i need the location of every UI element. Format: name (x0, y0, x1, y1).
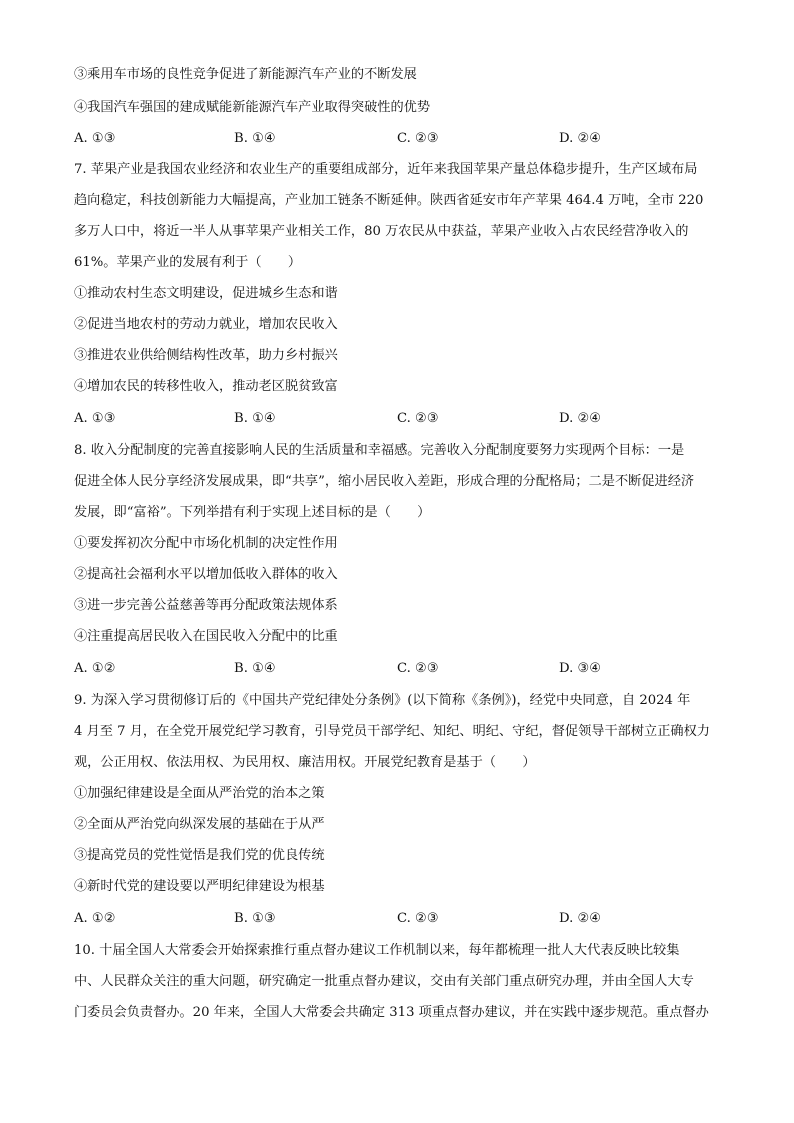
q6-option-d[interactable]: D. ②④ (559, 131, 602, 146)
q8-option-c[interactable]: C. ②③ (397, 661, 439, 676)
q8-options (74, 659, 724, 679)
q9-option-b[interactable]: B. ①③ (234, 911, 276, 926)
q10-stem-line-1: 10. 十届全国人大常委会开始探索推行重点督办建议工作机制以来，每年都梳理一批人大代表反映比较集 (74, 943, 680, 958)
q7-options (74, 409, 724, 429)
q7-statement-3: ③推进农业供给侧结构性改革，助力乡村振兴 (74, 348, 338, 363)
q8-stem-line-3: 发展，即“富裕”。下列举措有利于实现上述目标的是（ ） (74, 505, 431, 520)
q6-statement-4: ④我国汽车强国的建成赋能新能源汽车产业取得突破性的优势 (74, 100, 431, 115)
q8-statement-4: ④注重提高居民收入在国民收入分配中的比重 (74, 629, 338, 644)
q9-statement-4: ④新时代党的建设要以严明纪律建设为根基 (74, 879, 325, 894)
q8-option-d[interactable]: D. ③④ (559, 661, 602, 676)
q9-stem-line-1: 9. 为深入学习贯彻修订后的《中国共产党纪律处分条例》(以下简称《条例》)，经党中央同意，自 2024 年 (74, 693, 691, 708)
q8-option-a[interactable]: A. ①② (74, 661, 116, 676)
q6-statement-3: ③乘用车市场的良性竞争促进了新能源汽车产业的不断发展 (74, 67, 417, 82)
q7-statement-2: ②促进当地农村的劳动力就业，增加农民收入 (74, 317, 338, 332)
q9-stem-line-3: 观，公正用权、依法用权、为民用权、廉洁用权。开展党纪教育是基于（ ） (74, 755, 536, 770)
q7-stem-line-2: 趋向稳定，科技创新能力大幅提高，产业加工链条不断延伸。陕西省延安市年产苹果 464.4 万吨，全市 220 (74, 193, 704, 208)
q8-statement-1: ①要发挥初次分配中市场化机制的决定性作用 (74, 536, 338, 551)
q8-stem-line-1: 8. 收入分配制度的完善直接影响人民的生活质量和幸福感。完善收入分配制度要努力实现两个目标：一是 (74, 443, 685, 458)
q6-options (74, 129, 724, 149)
q7-statement-4: ④增加农民的转移性收入，推动老区脱贫致富 (74, 379, 338, 394)
q6-option-c[interactable]: C. ②③ (397, 131, 439, 146)
q9-statement-3: ③提高党员的党性觉悟是我们党的优良传统 (74, 848, 325, 863)
q7-option-a[interactable]: A. ①③ (74, 411, 116, 426)
q9-stem-line-2: 4 月至 7 月，在全党开展党纪学习教育，引导党员干部学纪、知纪、明纪、守纪，督促领导干部树立正确权力 (74, 724, 710, 739)
q9-statement-1: ①加强纪律建设是全面从严治党的治本之策 (74, 786, 325, 801)
q7-option-d[interactable]: D. ②④ (559, 411, 602, 426)
q10-stem-line-2: 中、人民群众关注的重大问题，研究确定一批重点督办建议，交由有关部门重点研究办理，并由全国人大专 (74, 974, 694, 989)
q9-option-d[interactable]: D. ②④ (559, 911, 602, 926)
q10-stem-line-3: 门委员会负责督办。20 年来，全国人大常委会共确定 313 项重点督办建议，并在实践中逐步规范。重点督办 (74, 1005, 709, 1020)
q6-option-b[interactable]: B. ①④ (234, 131, 276, 146)
q7-stem-line-4: 61%。苹果产业的发展有利于（ ） (74, 255, 302, 270)
q7-stem-line-3: 多万人口中，将近一半人从事苹果产业相关工作，80 万农民从中获益，苹果产业收入占农民经营净收入的 (74, 224, 689, 239)
q8-statement-2: ②提高社会福利水平以增加低收入群体的收入 (74, 567, 338, 582)
q9-options (74, 909, 724, 929)
q9-option-a[interactable]: A. ①② (74, 911, 116, 926)
q8-option-b[interactable]: B. ①④ (234, 661, 276, 676)
q7-option-c[interactable]: C. ②③ (397, 411, 439, 426)
q9-statement-2: ②全面从严治党向纵深发展的基础在于从严 (74, 817, 325, 832)
q9-option-c[interactable]: C. ②③ (397, 911, 439, 926)
q8-stem-line-2: 促进全体人民分享经济发展成果，即“共享”，缩小居民收入差距，形成合理的分配格局；二是不断促进经济 (74, 474, 695, 489)
q6-option-a[interactable]: A. ①③ (74, 131, 116, 146)
q7-option-b[interactable]: B. ①④ (234, 411, 276, 426)
q7-stem-line-1: 7. 苹果产业是我国农业经济和农业生产的重要组成部分，近年来我国苹果产量总体稳步提升，生产区域布局 (74, 162, 698, 177)
q7-statement-1: ①推动农村生态文明建设，促进城乡生态和谐 (74, 286, 338, 301)
q8-statement-3: ③进一步完善公益慈善等再分配政策法规体系 (74, 598, 338, 613)
